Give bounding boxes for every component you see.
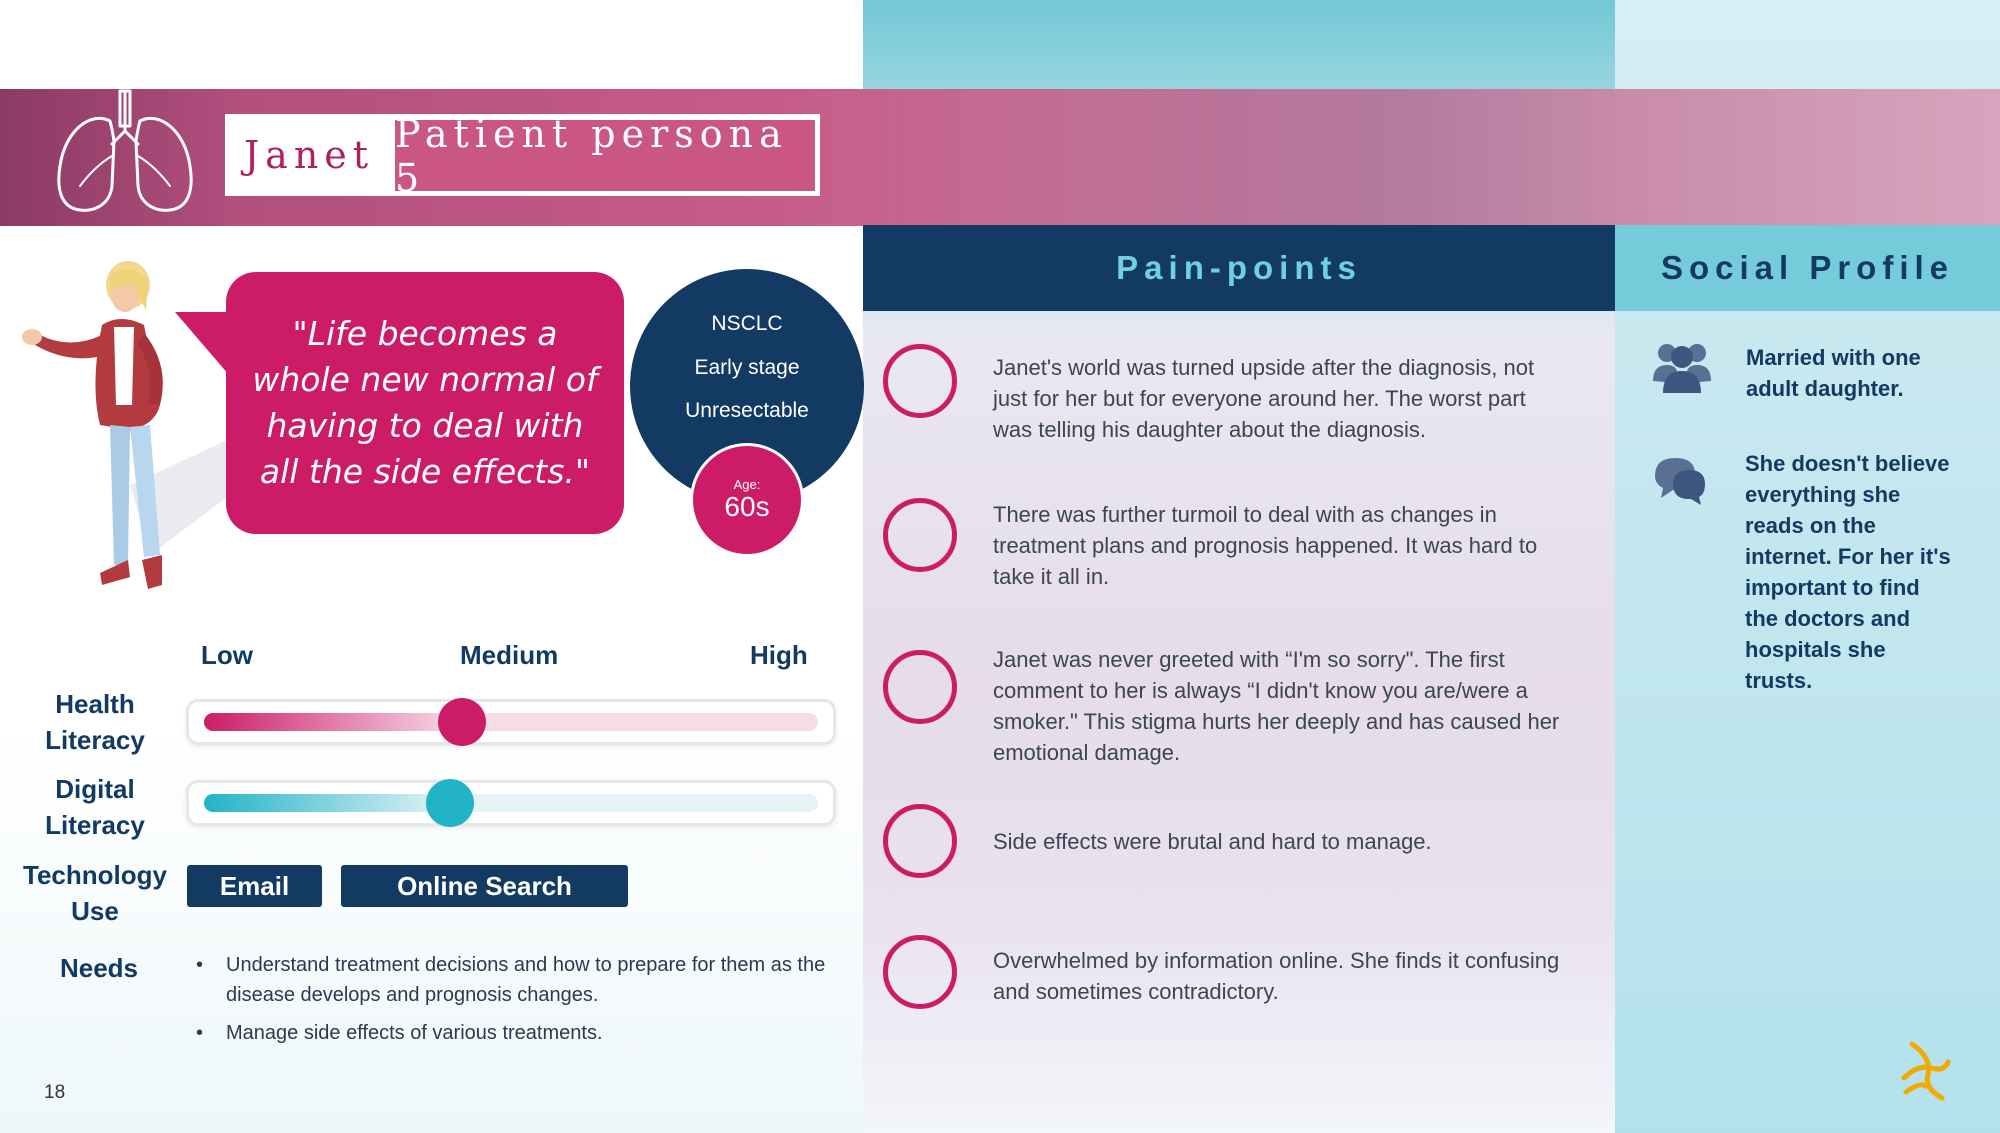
digital-literacy-label-line: Digital (55, 774, 135, 804)
diagnosis-line: Unresectable (685, 399, 809, 422)
technology-use-label-line: Technology (23, 860, 167, 890)
technology-tag-email: Email (187, 865, 322, 907)
health-literacy-slider (186, 699, 836, 745)
pain-point-text: Janet's world was turned upside after the diagnosis, not just for her but for everyone around her. The worst part was telling his daughter about the diagnosis. (993, 355, 1535, 442)
pain-point-text: Janet was never greeted with “I'm so sorry". The first comment to her is always “I didn't know you are/were a smoker." This stigma hurts her deeply and has caused her emotional damage. (993, 647, 1560, 765)
page-number: 18 (44, 1082, 66, 1103)
company-logo-icon (1898, 1038, 1952, 1104)
social-profile-text: Married with one adult daughter. (1746, 345, 1921, 401)
people-group-icon (1651, 339, 1713, 395)
pain-point-ring-icon (883, 344, 957, 418)
age-label: Age: (733, 477, 761, 492)
persona-label: Patient persona 5 (395, 120, 815, 191)
social-profile-text: She doesn't believe everything she reads on the internet. For her it's important to find the doctors and hospitals she trusts. (1745, 451, 1951, 693)
age-value: 60s (724, 491, 770, 522)
pain-point-ring-icon (883, 650, 957, 724)
technology-tag-online-search: Online Search (341, 865, 628, 907)
digital-literacy-slider (186, 780, 836, 826)
chat-bubbles-icon (1651, 454, 1709, 506)
pain-point-text: There was further turmoil to deal with as changes in treatment plans and prognosis happened. It was hard to take it all in. (993, 502, 1538, 589)
health-literacy-fill (204, 713, 462, 731)
diagnosis-line: NSCLC (711, 312, 783, 335)
persona-name: Janet (243, 133, 375, 177)
lungs-icon (50, 86, 200, 216)
digital-literacy-fill (204, 794, 450, 812)
quote-bubble (226, 272, 624, 534)
needs-item: • Manage side effects of various treatments. (196, 1018, 846, 1048)
health-literacy-label (0, 686, 190, 758)
digital-literacy-label (0, 771, 190, 843)
persona-quote: "Life becomes a whole new normal of having to deal with all the side effects." (252, 314, 598, 491)
health-literacy-knob (438, 698, 486, 746)
technology-use-label-line: Use (71, 896, 119, 926)
pain-points-title: Pain-points (863, 225, 1615, 311)
pain-point-text: Side effects were brutal and hard to manage. (993, 829, 1432, 854)
pain-point-ring-icon (883, 804, 957, 878)
pain-point-ring-icon (883, 498, 957, 572)
needs-item: • Understand treatment decisions and how to prepare for them as the disease develops and prognosis changes. (196, 950, 846, 1010)
needs-label: Needs (59, 953, 139, 983)
pain-point-ring-icon (883, 935, 957, 1009)
social-profile-title: Social Profile (1615, 225, 2000, 311)
diagnosis-line: Early stage (694, 356, 800, 379)
digital-literacy-knob (426, 779, 474, 827)
scale-high-label: High (750, 640, 808, 670)
technology-use-label (0, 857, 190, 929)
health-literacy-label-line: Literacy (45, 725, 145, 755)
scale-medium-label: Medium (460, 640, 559, 670)
digital-literacy-label-line: Literacy (45, 810, 145, 840)
health-literacy-label-line: Health (55, 689, 135, 719)
pain-point-text: Overwhelmed by information online. She finds it confusing and sometimes contradictory. (993, 948, 1560, 1004)
needs-list (196, 950, 846, 1056)
scale-low-label: Low (201, 640, 253, 670)
